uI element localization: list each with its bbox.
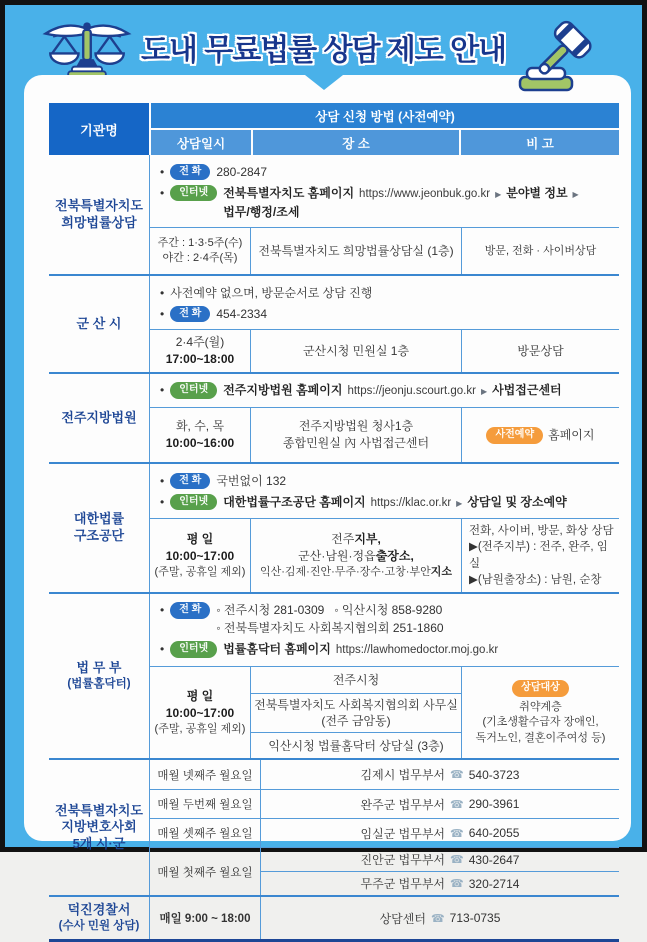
phone-icon: ☎	[450, 798, 464, 811]
banner	[5, 5, 642, 75]
bullet: •	[160, 185, 165, 200]
contact-info: • 인터넷 전주지방법원 홈페이지 https://jeonju.scourt.go.kr ▶ 사법접근센터	[150, 374, 619, 408]
internet-badge: 인터넷	[170, 382, 217, 399]
phone-number: 454-2334	[216, 306, 268, 321]
bullet: •	[160, 642, 165, 657]
col-note: 비 고	[461, 130, 619, 155]
bullet: •	[160, 473, 165, 488]
arrow-icon: ▶	[572, 189, 579, 199]
datetime-cell: 평 일 10:00~17:00 (주말, 공휴일 제외)	[154, 532, 246, 578]
place-cell: 전주지방법원 청사1층 종합민원실 內 사법접근센터	[250, 408, 462, 462]
arrow-icon: ▶	[456, 498, 463, 508]
institution-name: 덕진경찰서 (수사 민원 상담)	[58, 902, 140, 933]
table-row	[49, 592, 619, 759]
place-cell: 전주지부, 군산·남원·정읍출장소, 익산·김제·진안·무주·장수·고창·부안지소	[250, 519, 462, 591]
internet-badge: 인터넷	[170, 641, 217, 658]
table-row	[49, 462, 619, 592]
phone-badge: 전 화	[170, 164, 210, 181]
institution-name: 대한법률 구조공단	[73, 511, 125, 543]
datetime-cell: 주간 : 1·3·5주(수) 야간 : 2·4주(목)	[157, 236, 243, 265]
institution-name: 전북특별자치도 희망법률상담	[55, 197, 143, 230]
phone-number: ◦ 전주시청 281-0309	[216, 603, 325, 618]
content-card	[24, 75, 631, 933]
bullet: •	[160, 383, 165, 398]
phone-icon: ☎	[430, 912, 445, 925]
schedule-subrow: 매월 넷째주 월요일 김제시 법무부서 ☎ 540-3723	[150, 760, 619, 789]
col-datetime: 상담일시	[151, 130, 251, 155]
place-cell: 군산시청 민원실 1층	[250, 330, 462, 372]
col-method: 상담 신청 방법 (사전예약)	[151, 103, 619, 128]
institution-name: 전북특별자치도 지방변호사회 5개 시·군	[55, 802, 143, 852]
table-row	[49, 372, 619, 462]
phone-badge: 전 화	[170, 602, 210, 619]
schedule-subrow: 매월 첫째주 월요일 진안군 법무부서 ☎ 430-2647 무주군 법무부서 ☎ 320-2714	[150, 847, 619, 895]
site-name: 대한법률구조공단 홈페이지	[223, 494, 366, 509]
phone-number: ◦ 전북특별자치도 사회복지협의회 251-1860	[216, 621, 444, 636]
gavel-icon	[514, 17, 614, 93]
site-url: https://lawhomedoctor.moj.go.kr	[335, 644, 499, 657]
site-name: 전주지방법원 홈페이지	[223, 383, 343, 398]
table-row	[49, 758, 619, 895]
site-name: 법률홈닥터 홈페이지	[223, 642, 331, 657]
site-url: https://jeonju.scourt.go.kr	[347, 385, 476, 398]
page-title: 도내 무료법률 상담 제도 안내	[140, 34, 507, 67]
col-place: 장 소	[253, 130, 459, 155]
banner-notch	[305, 75, 343, 90]
phone-icon: ☎	[450, 827, 464, 840]
table-row	[49, 274, 619, 372]
bullet: •	[160, 603, 165, 618]
datetime-cell: 2·4주(월) 17:00~18:00	[165, 335, 235, 367]
bullet: •	[160, 494, 165, 509]
phone-badge: 전 화	[170, 306, 210, 323]
datetime-cell: 화, 수, 목 10:00~16:00	[165, 419, 235, 451]
arrow-icon: ▶	[480, 387, 488, 397]
arrow-icon: ▶	[495, 189, 502, 199]
note-cell: 방문상담	[517, 343, 564, 358]
institution-name: 법 무 부 (법률홈닥터)	[67, 660, 131, 690]
bullet: •	[160, 164, 165, 179]
place-cell: 전주시청 전북특별자치도 사회복지협의회 사무실 (전주 금암동) 익산시청 법률홈닥터 상담실 (3층)	[250, 667, 462, 758]
table-header	[49, 103, 619, 155]
phone-number: 280-2847	[216, 164, 268, 179]
consultation-table	[49, 103, 619, 942]
site-url: https://klac.or.kr	[370, 496, 452, 509]
schedule-subrow: 매일 9:00 ~ 18:00 상담센터 ☎ 713-0735	[150, 897, 619, 939]
contact-info: • 사전예약 없으며, 방문순서로 상담 진행 • 전 화 454-2334	[150, 276, 619, 330]
bullet: •	[160, 306, 165, 321]
schedule-subrow: 매월 셋째주 월요일 임실군 법무부서 ☎ 640-2055	[150, 818, 619, 847]
note-cell: 방문, 전화 · 사이버상담	[484, 244, 597, 257]
phone-number: 국번없이 132	[216, 473, 287, 488]
internet-badge: 인터넷	[170, 494, 217, 511]
col-institution: 기관명	[49, 103, 149, 155]
contact-info	[150, 594, 619, 667]
target-badge: 상담대상	[512, 680, 569, 697]
note-cell: 전화, 사이버, 방문, 화상 상담 ▶(전주지부) : 전주, 완주, 임실 ▶(남원출장소) : 남원, 순창	[469, 525, 614, 586]
table-row	[49, 895, 619, 939]
phone-number: ◦ 익산시청 858-9280	[334, 603, 443, 618]
phone-badge: 전 화	[170, 473, 210, 490]
reserve-badge: 사전예약	[486, 427, 543, 444]
note-cell: 사전예약 홈페이지	[462, 408, 619, 462]
place-cell: 전북특별자치도 희망법률상담실 (1층)	[250, 228, 462, 274]
table-row	[49, 155, 619, 274]
phone-icon: ☎	[450, 769, 464, 782]
site-url: https://www.jeonbuk.go.kr	[359, 187, 491, 200]
phone-icon: ☎	[450, 878, 464, 891]
institution-name: 군 산 시	[76, 315, 122, 331]
contact-info: • 전 화 국번없이 132 • 인터넷 대한법률구조공단 홈페이지 https://klac.or.kr ▶ 상담일 및 장소예약	[150, 464, 619, 519]
phone-icon: ☎	[450, 854, 464, 867]
internet-badge: 인터넷	[170, 185, 217, 202]
site-name: 전북특별자치도 홈페이지	[223, 185, 355, 200]
bullet: •	[160, 285, 165, 300]
note-cell: 상담대상 취약계층 (기초생활수급자 장애인, 독거노인, 결혼이주여성 등)	[475, 682, 606, 744]
contact-info: • 전 화 280-2847 • 인터넷 전북특별자치도 홈페이지 https://www.jeonbuk.go.kr ▶ 분야별 정보 ▶ 법무/행정/조세	[150, 155, 619, 228]
schedule-subrow: 매월 두번째 월요일 완주군 법무부서 ☎ 290-3961	[150, 789, 619, 818]
institution-name: 전주지방법원	[61, 409, 137, 425]
datetime-cell: 평 일 10:00~17:00 (주말, 공휴일 제외)	[154, 689, 246, 735]
